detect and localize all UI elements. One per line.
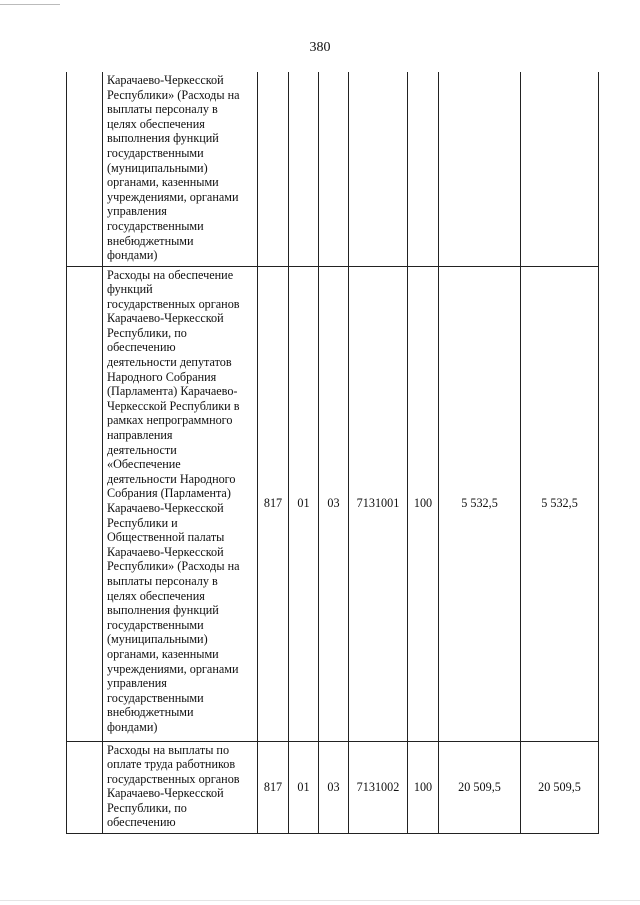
description-text: Расходы на выплаты по оплате труда работников государственных органов Карачаево-Черкесской Республики, по обеспечению (107, 742, 240, 830)
expense-type-cell: 100 (408, 266, 439, 741)
subsection-cell: 03 (319, 741, 349, 833)
subsection-cell (319, 72, 349, 266)
ministry-cell: 817 (258, 266, 289, 741)
scan-artifact (0, 900, 640, 901)
table-row (67, 741, 599, 833)
amount2-cell (521, 72, 599, 266)
scan-artifact (0, 4, 60, 5)
amount-cell (439, 72, 521, 266)
blank-cell (67, 72, 103, 266)
target-article-cell: 7131001 (349, 266, 408, 741)
section-cell: 01 (289, 266, 319, 741)
table-row (67, 72, 599, 266)
amount2-cell: 5 532,5 (521, 266, 599, 741)
ministry-cell (258, 72, 289, 266)
table-row (67, 266, 599, 741)
target-article-cell: 7131002 (349, 741, 408, 833)
description-cell (103, 72, 258, 266)
amount-cell: 5 532,5 (439, 266, 521, 741)
budget-table (66, 72, 599, 834)
amount2-cell: 20 509,5 (521, 741, 599, 833)
ministry-cell: 817 (258, 741, 289, 833)
description-text: Карачаево-Черкесской Республики» (Расходы на выплаты персоналу в целях обеспечения выполнения функций государственными (муниципальными) органами, казенными учреждениями, органами управления государственными внебюджетными фондами) (107, 73, 240, 263)
amount-cell: 20 509,5 (439, 741, 521, 833)
subsection-cell: 03 (319, 266, 349, 741)
target-article-cell (349, 72, 408, 266)
expense-type-cell: 100 (408, 741, 439, 833)
section-cell (289, 72, 319, 266)
expense-type-cell (408, 72, 439, 266)
description-cell (103, 741, 258, 833)
blank-cell (67, 741, 103, 833)
blank-cell (67, 266, 103, 741)
section-cell: 01 (289, 741, 319, 833)
page-number: 380 (309, 40, 331, 55)
description-cell (103, 266, 258, 741)
description-text: Расходы на обеспечение функций государственных органов Карачаево-Черкесской Республики, по обеспечению деятельности депутатов Народного Собрания (Парламента) Карачаево- Черкесской Республики в рамках непрограммного направления деятельности «Обеспечение деятельности Народного Собрания (Парламента) Карачаево-Черкесской Республики и Общественной палаты Карачаево-Черкесской Республики» (Расходы на выплаты персоналу в целях обеспечения выполнения функций государственными (муниципальными) органами, казенными учреждениями, органами управления государственными внебюджетными фондами) (107, 267, 240, 734)
